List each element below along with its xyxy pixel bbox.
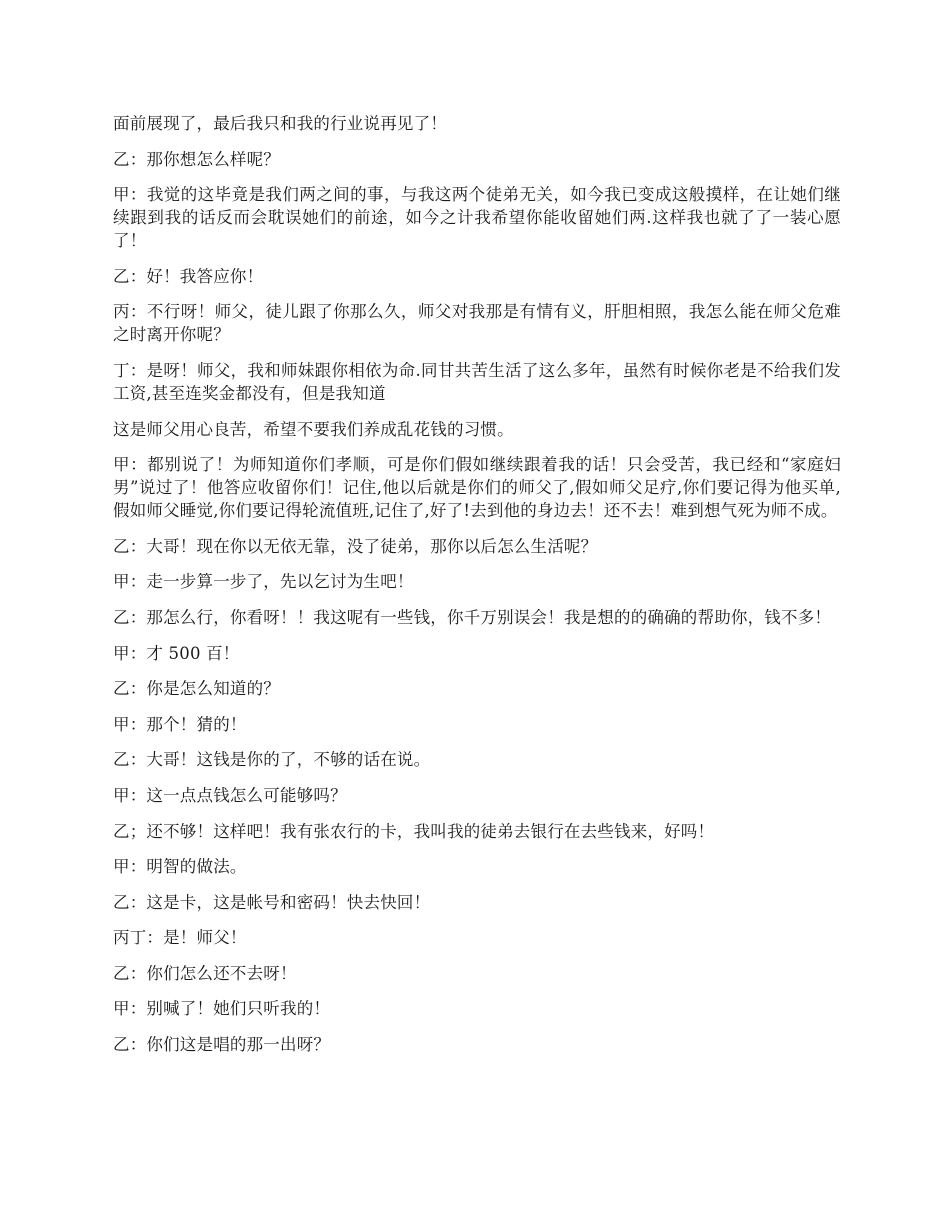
paragraph: 甲：我觉的这毕竟是我们两之间的事，与我这两个徒弟无关，如今我已变成这般摸样，在让她们继续跟到我的话反而会耽误她们的前途，如今之计我希望你能收留她们两.这样我也就了了一装心愿了！ (113, 185, 841, 251)
paragraph: 甲：都别说了！为师知道你们孝顺，可是你们假如继续跟着我的话！只会受苦，我已经和“家庭妇男”说过了！他答应收留你们！记住,他以后就是你们的师父了,假如师父足疗,你们要记得为他买单,假如师父睡觉,你们要记得轮流值班,记住了,好了!去到他的身边去！还不去！难到想气死为师不成。 (113, 455, 841, 521)
paragraph: 甲：这一点点钱怎么可能够吗？ (113, 785, 347, 805)
paragraph: 甲：才 500 百！ (113, 643, 240, 663)
paragraph: 乙：好！我答应你！ (113, 266, 264, 286)
paragraph: 乙：那你想怎么样呢？ (113, 149, 280, 169)
paragraph: 丙丁：是！师父！ (113, 928, 247, 948)
paragraph: 丁：是呀！师父，我和师妹跟你相依为命.同甘共苦生活了这么多年，虽然有时候你老是不给我们发工资,甚至连奖金都没有，但是我知道 (113, 360, 841, 403)
paragraph: 丙：不行呀！师父，徒儿跟了你那么久，师父对我那是有情有义，肝胆相照，我怎么能在师父危难之时离开你呢？ (113, 302, 841, 345)
paragraph: 甲：明智的做法。 (113, 857, 247, 877)
paragraph: 乙：你们这是唱的那一出呀？ (113, 1035, 331, 1055)
paragraph: 乙：那怎么行，你看呀！！我这呢有一些钱，你千万别误会！我是想的的确确的帮助你，钱不多！ (113, 607, 832, 627)
paragraph: 乙：大哥！这钱是你的了，不够的话在说。 (113, 750, 431, 770)
document-body (113, 112, 841, 1069)
paragraph: 甲：走一步算一步了，先以乞讨为生吧！ (113, 572, 414, 592)
paragraph: 乙；还不够！这样吧！我有张农行的卡，我叫我的徒弟去银行在去些钱来，好吗！ (113, 821, 715, 841)
paragraph: 面前展现了，最后我只和我的行业说再见了！ (113, 114, 447, 133)
paragraph: 乙：你是怎么知道的？ (113, 679, 280, 699)
paragraph: 甲：那个！猜的！ (113, 714, 247, 734)
paragraph: 乙：你们怎么还不去呀！ (113, 963, 297, 983)
paragraph: 这是师父用心良苦，希望不要我们养成乱花钱的习惯。 (113, 419, 514, 439)
paragraph: 乙：这是卡，这是帐号和密码！快去快回！ (113, 892, 431, 912)
paragraph: 甲：别喊了！她们只听我的！ (113, 999, 331, 1019)
paragraph: 乙：大哥！现在你以无依无靠，没了徒弟，那你以后怎么生活呢？ (113, 536, 598, 556)
